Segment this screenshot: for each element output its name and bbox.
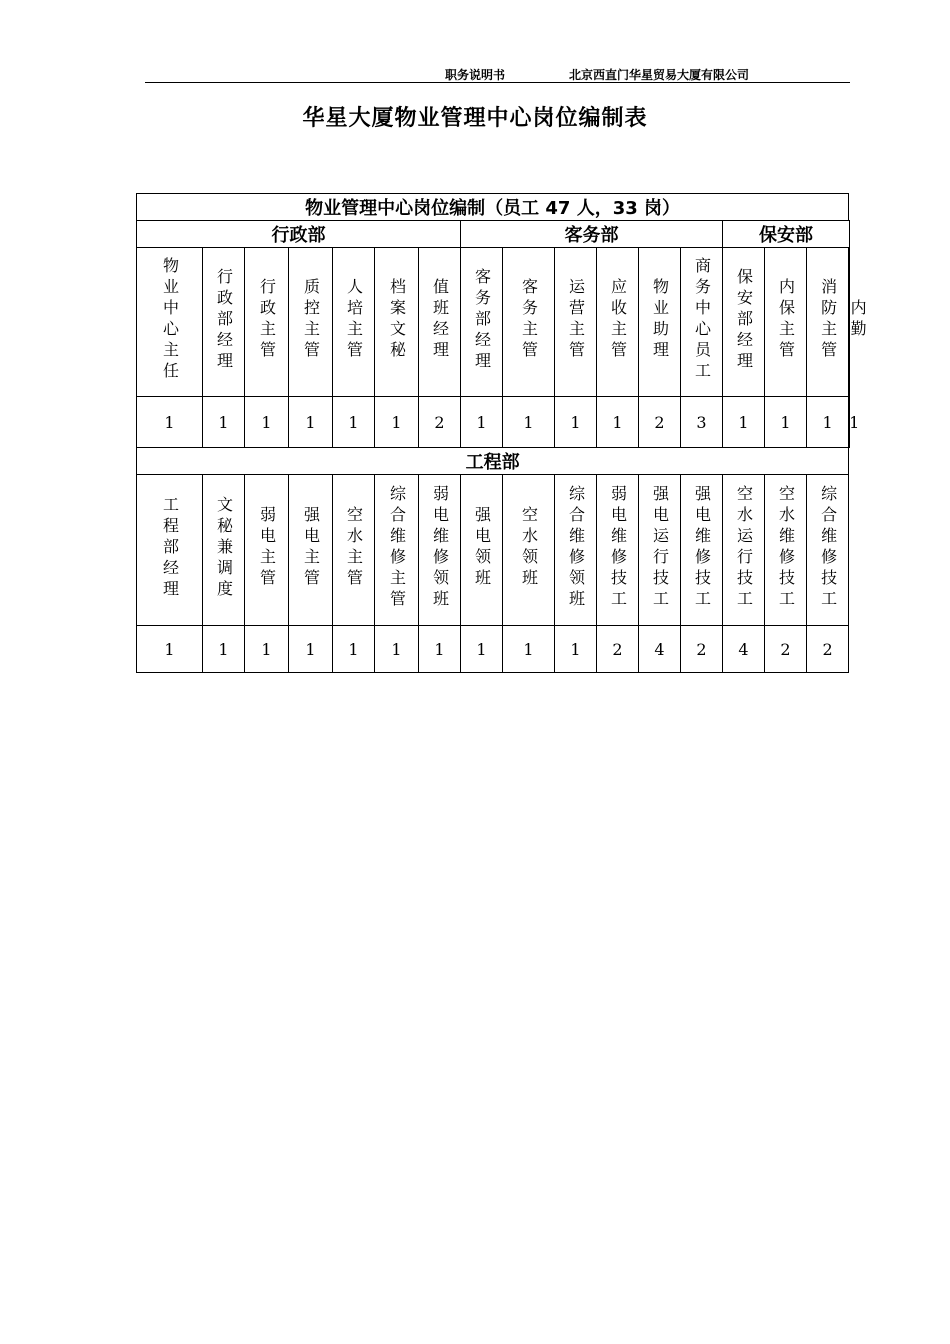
position-label: 空水维修技工 xyxy=(776,485,796,611)
headcount-cell: 1 xyxy=(461,626,503,673)
headcount-cell: 2 xyxy=(639,397,681,448)
headcount-cell: 1 xyxy=(375,397,419,448)
position-cell xyxy=(848,248,868,397)
position-label: 空水运行技工 xyxy=(734,485,754,611)
position-label: 行政主管 xyxy=(257,278,277,362)
position-cell xyxy=(765,475,807,626)
position-label: 综合维修领班 xyxy=(566,485,586,611)
position-label: 内保主管 xyxy=(776,278,796,362)
position-cell xyxy=(765,248,807,397)
headcount-cell: 1 xyxy=(203,626,245,673)
headcount-cell: 1 xyxy=(289,397,333,448)
position-cell xyxy=(289,475,333,626)
position-label: 弱电维修领班 xyxy=(430,485,450,611)
headcount-cell: 1 xyxy=(555,626,597,673)
headcount-cell: 2 xyxy=(597,626,639,673)
position-label: 客务主管 xyxy=(519,278,539,362)
headcount-cell: 1 xyxy=(765,397,807,448)
position-cell xyxy=(375,248,419,397)
position-label: 物业中心主任 xyxy=(160,257,180,383)
position-cell xyxy=(461,475,503,626)
position-label: 值班经理 xyxy=(430,278,450,362)
position-cell xyxy=(461,248,503,397)
headcount-cell: 1 xyxy=(245,397,289,448)
position-cell xyxy=(807,248,849,397)
position-cell xyxy=(639,248,681,397)
position-label: 应收主管 xyxy=(608,278,628,362)
count-row xyxy=(137,397,850,448)
position-cell xyxy=(597,248,639,397)
position-cell xyxy=(137,475,203,626)
position-label: 客务部经理 xyxy=(472,267,492,373)
position-row xyxy=(137,475,850,626)
headcount-cell: 1 xyxy=(849,412,860,432)
position-cell xyxy=(681,248,723,397)
position-label: 运营主管 xyxy=(566,278,586,362)
dept-header-security: 保安部 xyxy=(723,221,850,248)
headcount-cell: 1 xyxy=(375,626,419,673)
position-label: 工程部经理 xyxy=(160,495,180,601)
position-label: 商务中心员工 xyxy=(692,257,712,383)
position-cell xyxy=(555,475,597,626)
headcount-cell: 1 xyxy=(137,397,203,448)
position-row xyxy=(137,248,850,397)
headcount-cell: 1 xyxy=(807,397,849,448)
dept-header-client-services: 客务部 xyxy=(461,221,723,248)
headcount-cell: 2 xyxy=(681,626,723,673)
position-cell xyxy=(203,248,245,397)
headcount-cell: 1 xyxy=(245,626,289,673)
position-cell xyxy=(723,248,765,397)
position-cell xyxy=(639,475,681,626)
headcount-cell: 2 xyxy=(807,626,849,673)
headcount-cell: 1 xyxy=(203,397,245,448)
headcount-cell: 4 xyxy=(639,626,681,673)
position-cell xyxy=(419,248,461,397)
position-label: 强电领班 xyxy=(472,506,492,590)
position-cell xyxy=(245,248,289,397)
position-label: 弱电主管 xyxy=(257,506,277,590)
position-label: 行政部经理 xyxy=(214,267,234,373)
position-cell xyxy=(375,475,419,626)
position-cell xyxy=(503,248,555,397)
position-cell xyxy=(723,475,765,626)
position-label: 人培主管 xyxy=(344,278,364,362)
dept-header-engineering: 工程部 xyxy=(137,448,849,475)
position-label: 综合维修技工 xyxy=(818,485,838,611)
position-cell xyxy=(137,248,203,397)
position-cell xyxy=(333,475,375,626)
headcount-cell: 1 xyxy=(723,397,765,448)
position-label: 质控主管 xyxy=(301,278,321,362)
position-label: 综合维修主管 xyxy=(387,485,407,611)
position-cell xyxy=(807,475,849,626)
headcount-cell: 1 xyxy=(137,626,203,673)
position-label: 保安部经理 xyxy=(734,267,754,373)
position-label: 档案文秘 xyxy=(387,278,407,362)
doc-type-label: 职务说明书 xyxy=(445,68,506,82)
staffing-table xyxy=(136,193,868,673)
position-cell xyxy=(555,248,597,397)
count-row xyxy=(137,626,850,673)
headcount-cell: 1 xyxy=(419,626,461,673)
company-name: 北京西直门华星贸易大厦有限公司 xyxy=(569,68,750,82)
headcount-cell: 1 xyxy=(503,626,555,673)
document-header xyxy=(145,64,850,83)
headcount-cell: 3 xyxy=(681,397,723,448)
position-label: 强电主管 xyxy=(301,506,321,590)
position-cell xyxy=(681,475,723,626)
position-label: 空水主管 xyxy=(344,506,364,590)
position-label: 消防主管 xyxy=(818,278,838,362)
position-label: 空水领班 xyxy=(519,506,539,590)
headcount-cell: 1 xyxy=(503,397,555,448)
position-cell xyxy=(419,475,461,626)
position-label: 文秘兼调度 xyxy=(214,495,234,601)
headcount-cell: 1 xyxy=(289,626,333,673)
position-cell xyxy=(203,475,245,626)
position-cell xyxy=(503,475,555,626)
position-cell xyxy=(333,248,375,397)
position-label: 强电运行技工 xyxy=(650,485,670,611)
position-cell xyxy=(245,475,289,626)
headcount-cell: 1 xyxy=(555,397,597,448)
headcount-cell: 1 xyxy=(333,397,375,448)
position-cell xyxy=(597,475,639,626)
position-label: 内勤 xyxy=(848,299,868,341)
headcount-cell: 2 xyxy=(419,397,461,448)
position-label: 强电维修技工 xyxy=(692,485,712,611)
headcount-cell: 1 xyxy=(597,397,639,448)
position-label: 弱电维修技工 xyxy=(608,485,628,611)
table-caption: 物业管理中心岗位编制（员工 47 人，33 岗） xyxy=(137,194,849,221)
position-label: 物业助理 xyxy=(650,278,670,362)
page-title: 华星大厦物业管理中心岗位编制表 xyxy=(302,106,648,131)
headcount-cell: 1 xyxy=(333,626,375,673)
position-cell xyxy=(289,248,333,397)
dept-header-admin: 行政部 xyxy=(137,221,461,248)
headcount-cell: 1 xyxy=(461,397,503,448)
headcount-cell: 2 xyxy=(765,626,807,673)
headcount-cell: 4 xyxy=(723,626,765,673)
department-header-row xyxy=(137,221,850,248)
